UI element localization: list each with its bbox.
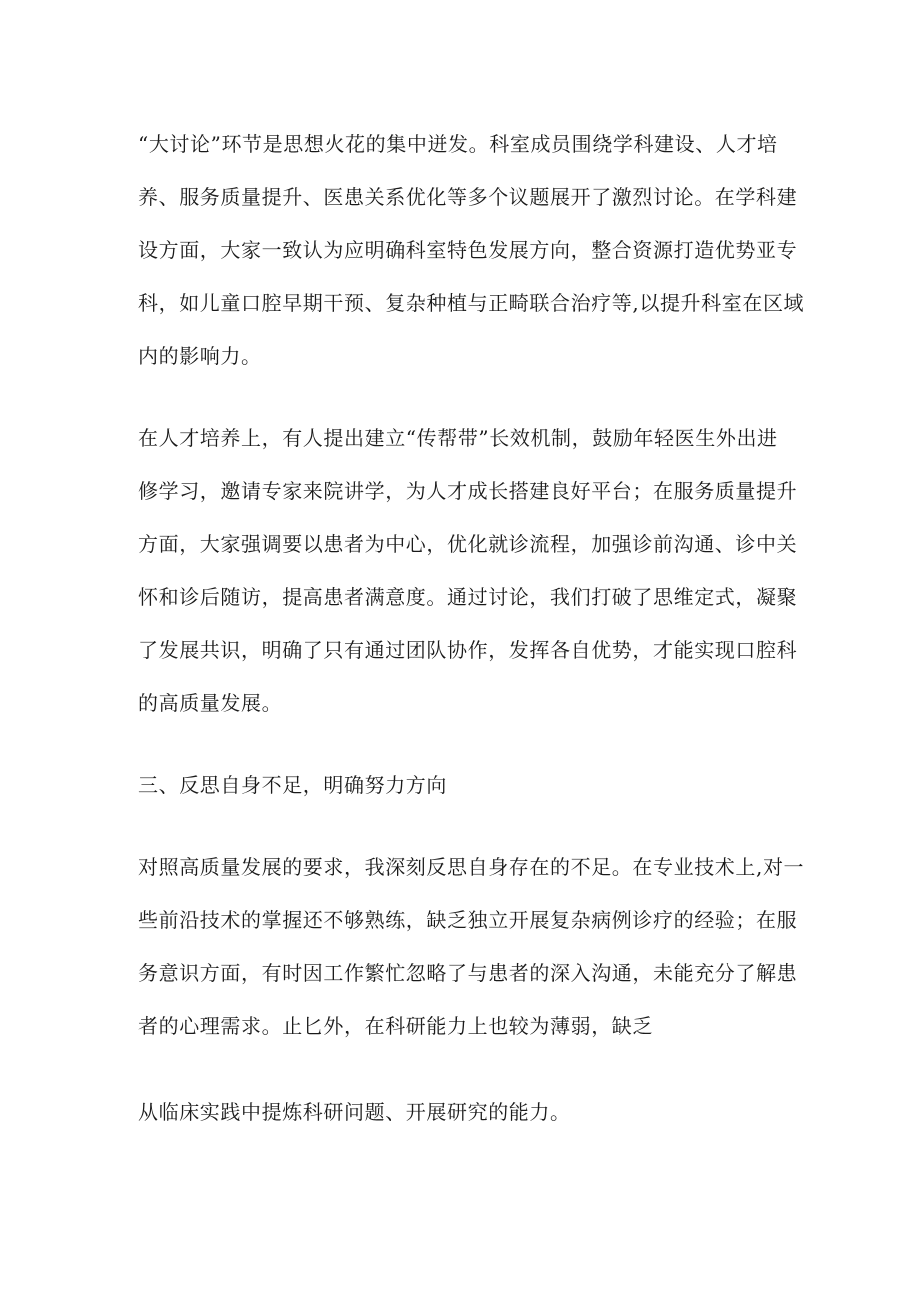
text-line: 务意识方面，有时因工作繁忙忽略了与患者的深入沟通，未能充分了解患 — [138, 961, 798, 985]
text-line: 内的影响力。 — [138, 344, 262, 368]
text-line: 了发展共识，明确了只有通过团队协作，发挥各自优势，才能实现口腔科 — [138, 638, 798, 662]
text-line: 科，如儿童口腔早期干预、复杂种植与正畸联合治疗等,以提升科室在区域 — [138, 291, 805, 315]
text-line: 从临床实践中提炼科研问题、开展研究的能力。 — [138, 1100, 571, 1124]
text-line: 对照高质量发展的要求，我深刻反思自身存在的不足。在专业技术上,对一 — [138, 855, 805, 879]
text-line: 方面，大家强调要以患者为中心，优化就诊流程，加强诊前沟通、诊中关 — [138, 532, 798, 556]
text-line: “大讨论”环节是思想火花的集中迸发。科室成员围绕学科建设、人才培 — [138, 132, 778, 156]
text-line: 者的心理需求。止匕外，在科研能力上也较为薄弱，缺乏 — [138, 1014, 653, 1038]
text-line: 怀和诊后随访，提高患者满意度。通过讨论，我们打破了思维定式，凝聚 — [138, 585, 798, 609]
text-line: 修学习，邀请专家来院讲学，为人才成长搭建良好平台；在服务质量提升 — [138, 479, 798, 503]
text-line: 些前沿技术的掌握还不够熟练，缺乏独立开展复杂病例诊疗的经验；在服 — [138, 908, 798, 932]
text-line: 养、服务质量提升、医患关系优化等多个议题展开了激烈讨论。在学科建 — [138, 185, 798, 209]
text-line: 在人才培养上，有人提出建立“传帮带”长效机制，鼓励年轻医生外出进 — [138, 426, 778, 450]
section-heading: 三、反思自身不足，明确努力方向 — [138, 773, 447, 797]
text-line: 的高质量发展。 — [138, 691, 283, 715]
text-line: 设方面，大家一致认为应明确科室特色发展方向，整合资源打造优势亚专 — [138, 238, 798, 262]
